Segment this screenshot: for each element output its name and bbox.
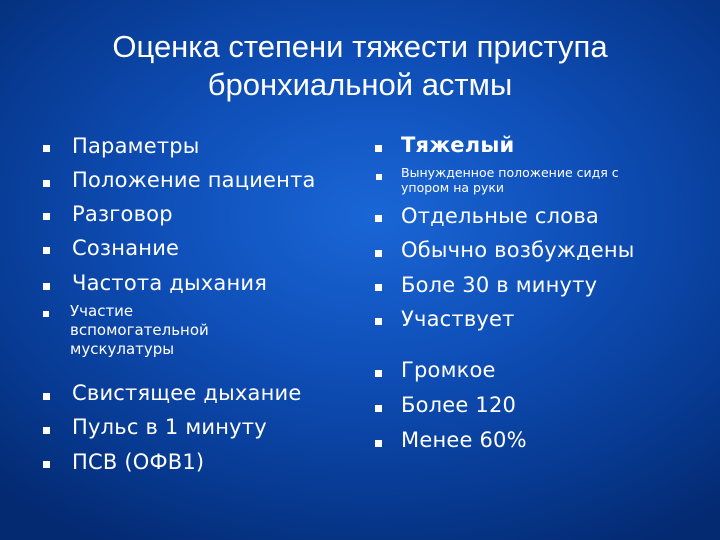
bullet-icon (375, 250, 382, 257)
right-item-agitated: Обычно возбуждены (401, 238, 635, 262)
bullet-icon (375, 145, 382, 152)
left-item-parameters: Параметры (72, 134, 200, 158)
accessory-line-2: вспомогательной (70, 321, 209, 339)
left-item-speech: Разговор (72, 202, 173, 226)
bullet-icon (43, 180, 50, 187)
right-item-rate: Боле 30 в минуту (401, 273, 598, 297)
bullet-icon (43, 427, 50, 434)
right-item-severe: Тяжелый (401, 133, 515, 157)
right-item-participates: Участвует (401, 307, 515, 331)
bullet-icon (375, 440, 382, 447)
bullet-icon (375, 284, 382, 291)
forced-position-line-2: упором на руки (401, 180, 505, 195)
bullet-icon (43, 311, 49, 317)
bullet-icon (43, 461, 50, 468)
bullet-icon (375, 370, 382, 377)
left-item-position: Положение пациента (72, 168, 316, 192)
bullet-icon (375, 215, 382, 222)
forced-position-line-1: Вынужденное положение сидя с (401, 165, 619, 180)
bullet-icon (43, 145, 50, 152)
accessory-line-1: Участие (70, 302, 134, 320)
bullet-icon (376, 174, 382, 180)
left-item-pef: ПСВ (ОФВ1) (72, 450, 205, 474)
accessory-line-3: мускулатуры (70, 340, 175, 358)
right-item-single-words: Отдельные слова (401, 204, 599, 228)
bullet-icon (43, 393, 50, 400)
left-item-wheezing: Свистящее дыхание (72, 381, 302, 405)
slide-title (60, 28, 660, 104)
left-item-pulse: Пульс в 1 минуту (72, 415, 267, 439)
left-item-consciousness: Сознание (72, 236, 180, 260)
bullet-icon (43, 247, 50, 254)
bullet-icon (375, 405, 382, 412)
right-item-loud: Громкое (401, 358, 496, 382)
title-line-1: Оценка степени тяжести приступа (112, 29, 608, 64)
bullet-icon (375, 318, 382, 325)
bullet-icon (43, 213, 50, 220)
right-item-forced-position (401, 165, 619, 195)
left-item-accessory-muscles (70, 302, 209, 359)
bullet-icon (43, 283, 50, 290)
right-item-pef-value: Менее 60% (401, 428, 527, 452)
left-item-breathing-rate: Частота дыхания (72, 271, 268, 295)
title-line-2: бронхиальной астмы (207, 67, 513, 102)
right-item-pulse-value: Более 120 (401, 393, 517, 417)
